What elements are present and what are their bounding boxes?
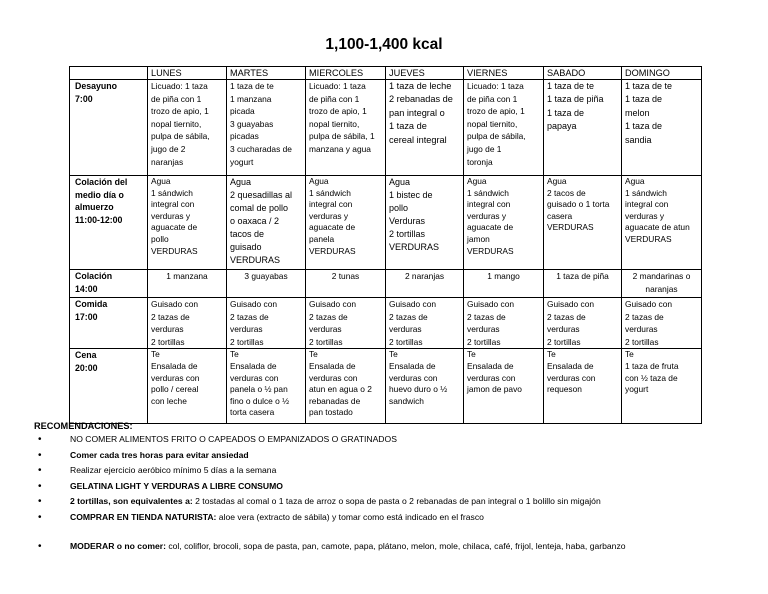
- row-label: Desayuno 7:00: [70, 80, 148, 176]
- meal-cell: Te Ensalada de verduras con jamon de pavo: [464, 349, 544, 424]
- meal-cell: Guisado con 2 tazas de verduras 2 tortillas: [386, 298, 464, 349]
- rec-bold: COMPRAR EN TIENDA NATURISTA:: [70, 511, 217, 522]
- meal-cell: Te Ensalada de verduras con panela o ½ pan fino o dulce o ½ torta casera: [227, 349, 306, 424]
- table-row-comida: [70, 298, 702, 349]
- corner-cell: [70, 67, 148, 80]
- meal-cell: Agua 1 sándwich integral con verduras y aguacate de jamon VERDURAS: [464, 176, 544, 270]
- table-row-colacion-medio-dia: [70, 176, 702, 270]
- recommendations-heading: RECOMENDACIONES:: [34, 421, 133, 431]
- day-header: JUEVES: [386, 67, 464, 80]
- rec-text: col, coliflor, brocoli, sopa de pasta, pan, camote, papa, plátano, melon, mole, chilaca, café, frijol, lenteja, haba, garbanzo: [165, 540, 626, 551]
- list-item: [36, 432, 756, 448]
- list-item: [36, 463, 756, 479]
- bullet-icon: •: [38, 511, 42, 523]
- meal-cell: Te Ensalada de verduras con huevo duro o ½ sandwich: [386, 349, 464, 424]
- meal-cell: 3 guayabas: [227, 270, 306, 298]
- list-item: [36, 539, 756, 555]
- day-header: VIERNES: [464, 67, 544, 80]
- list-item: [36, 448, 756, 464]
- rec-bold: 2 tortillas, son equivalentes a:: [70, 496, 193, 507]
- meal-cell: Guisado con 2 tazas de verduras 2 tortillas: [544, 298, 622, 349]
- meal-cell: Guisado con 2 tazas de verduras 2 tortillas: [622, 298, 702, 349]
- table-row-colacion: [70, 270, 702, 298]
- meal-cell: 2 tunas: [306, 270, 386, 298]
- day-header-row: [70, 67, 702, 80]
- meal-cell: 1 manzana: [148, 270, 227, 298]
- meal-cell: Te Ensalada de verduras con pollo / cereal con leche: [148, 349, 227, 424]
- meal-plan-table: [69, 66, 702, 424]
- list-item: [36, 494, 756, 510]
- list-item: [36, 479, 756, 495]
- meal-cell: 1 taza de leche 2 rebanadas de pan integral o 1 taza de cereal integral: [386, 80, 464, 176]
- meal-cell: Te 1 taza de fruta con ½ taza de yogurt: [622, 349, 702, 424]
- rec-text: 2 tostadas al comal o 1 taza de arroz o sopa de pasta o 2 rebanadas de pan integral o 1 bolillo sin migajón: [192, 496, 601, 507]
- meal-cell: Te Ensalada de verduras con atun en agua o 2 rebanadas de pan tostado: [306, 349, 386, 424]
- row-label: Colación del medio día o almuerzo 11:00-12:00: [70, 176, 148, 270]
- table-row-desayuno: [70, 80, 702, 176]
- bullet-icon: •: [38, 496, 42, 508]
- page-title: 1,100-1,400 kcal: [325, 36, 443, 53]
- meal-cell: Agua 1 sándwich integral con verduras y aguacate de pollo VERDURAS: [148, 176, 227, 270]
- meal-cell: Licuado: 1 taza de piña con 1 trozo de apio, 1 nopal tiernito, pulpa de sábila, jugo de 1 toronja: [464, 80, 544, 176]
- row-label: Cena 20:00: [70, 349, 148, 424]
- rec-text: aloe vera (extracto de sábila) y tomar como está indicado en el frasco: [216, 511, 484, 522]
- bullet-icon: •: [38, 434, 42, 445]
- rec-bold: MODERAR o no comer:: [70, 540, 166, 551]
- rec-text: Realizar ejercicio aeróbico mínimo 5 días a la semana: [70, 465, 277, 476]
- meal-cell: Te Ensalada de verduras con requeson: [544, 349, 622, 424]
- day-header: DOMINGO: [622, 67, 702, 80]
- meal-cell: Licuado: 1 taza de piña con 1 trozo de apio, 1 nopal tiernito, pulpa de sábila, 1 manzana y agua: [306, 80, 386, 176]
- bullet-icon: •: [38, 449, 42, 461]
- day-header: MIERCOLES: [306, 67, 386, 80]
- rec-bold: GELATINA LIGHT Y VERDURAS A LIBRE CONSUMO: [70, 480, 283, 491]
- meal-cell: Agua 1 bistec de pollo Verduras 2 tortillas VERDURAS: [386, 176, 464, 270]
- meal-cell: Agua 2 tacos de guisado o 1 torta casera VERDURAS: [544, 176, 622, 270]
- meal-cell: 1 taza de piña: [544, 270, 622, 298]
- meal-cell: 1 taza de te 1 taza de melon 1 taza de sandia: [622, 80, 702, 176]
- bullet-icon: •: [38, 480, 42, 492]
- day-header: MARTES: [227, 67, 306, 80]
- day-header: SABADO: [544, 67, 622, 80]
- meal-cell: Agua 1 sándwich integral con verduras y aguacate de panela VERDURAS: [306, 176, 386, 270]
- bullet-icon: •: [38, 465, 42, 477]
- meal-cell: 1 mango: [464, 270, 544, 298]
- table-row-cena: [70, 349, 702, 424]
- bullet-icon: •: [38, 540, 42, 552]
- rec-bold: Comer cada tres horas para evitar ansiedad: [70, 449, 249, 460]
- day-header: LUNES: [148, 67, 227, 80]
- meal-cell: Guisado con 2 tazas de verduras 2 tortillas: [464, 298, 544, 349]
- meal-cell: 1 taza de te 1 taza de piña 1 taza de papaya: [544, 80, 622, 176]
- meal-cell: Guisado con 2 tazas de verduras 2 tortillas: [148, 298, 227, 349]
- meal-cell: Guisado con 2 tazas de verduras 2 tortillas: [227, 298, 306, 349]
- rec-text: NO COMER ALIMENTOS FRITO O CAPEADOS O EMPANIZADOS O GRATINADOS: [70, 434, 397, 444]
- recommendations-list: [36, 432, 756, 554]
- meal-cell: Agua 1 sándwich integral con verduras y aguacate de atun VERDURAS: [622, 176, 702, 270]
- row-label: Colación 14:00: [70, 270, 148, 298]
- meal-cell: Guisado con 2 tazas de verduras 2 tortillas: [306, 298, 386, 349]
- row-label: Comida 17:00: [70, 298, 148, 349]
- meal-cell: 1 taza de te 1 manzana picada 3 guayabas picadas 3 cucharadas de yogurt: [227, 80, 306, 176]
- list-item: [36, 510, 756, 526]
- meal-cell: 2 naranjas: [386, 270, 464, 298]
- meal-cell: Agua 2 quesadillas al comal de pollo o oaxaca / 2 tacos de guisado VERDURAS: [227, 176, 306, 270]
- meal-cell: 2 mandarinas o naranjas: [622, 270, 702, 298]
- meal-cell: Licuado: 1 taza de piña con 1 trozo de apio, 1 nopal tiernito, pulpa de sábila, jugo de 2 naranjas: [148, 80, 227, 176]
